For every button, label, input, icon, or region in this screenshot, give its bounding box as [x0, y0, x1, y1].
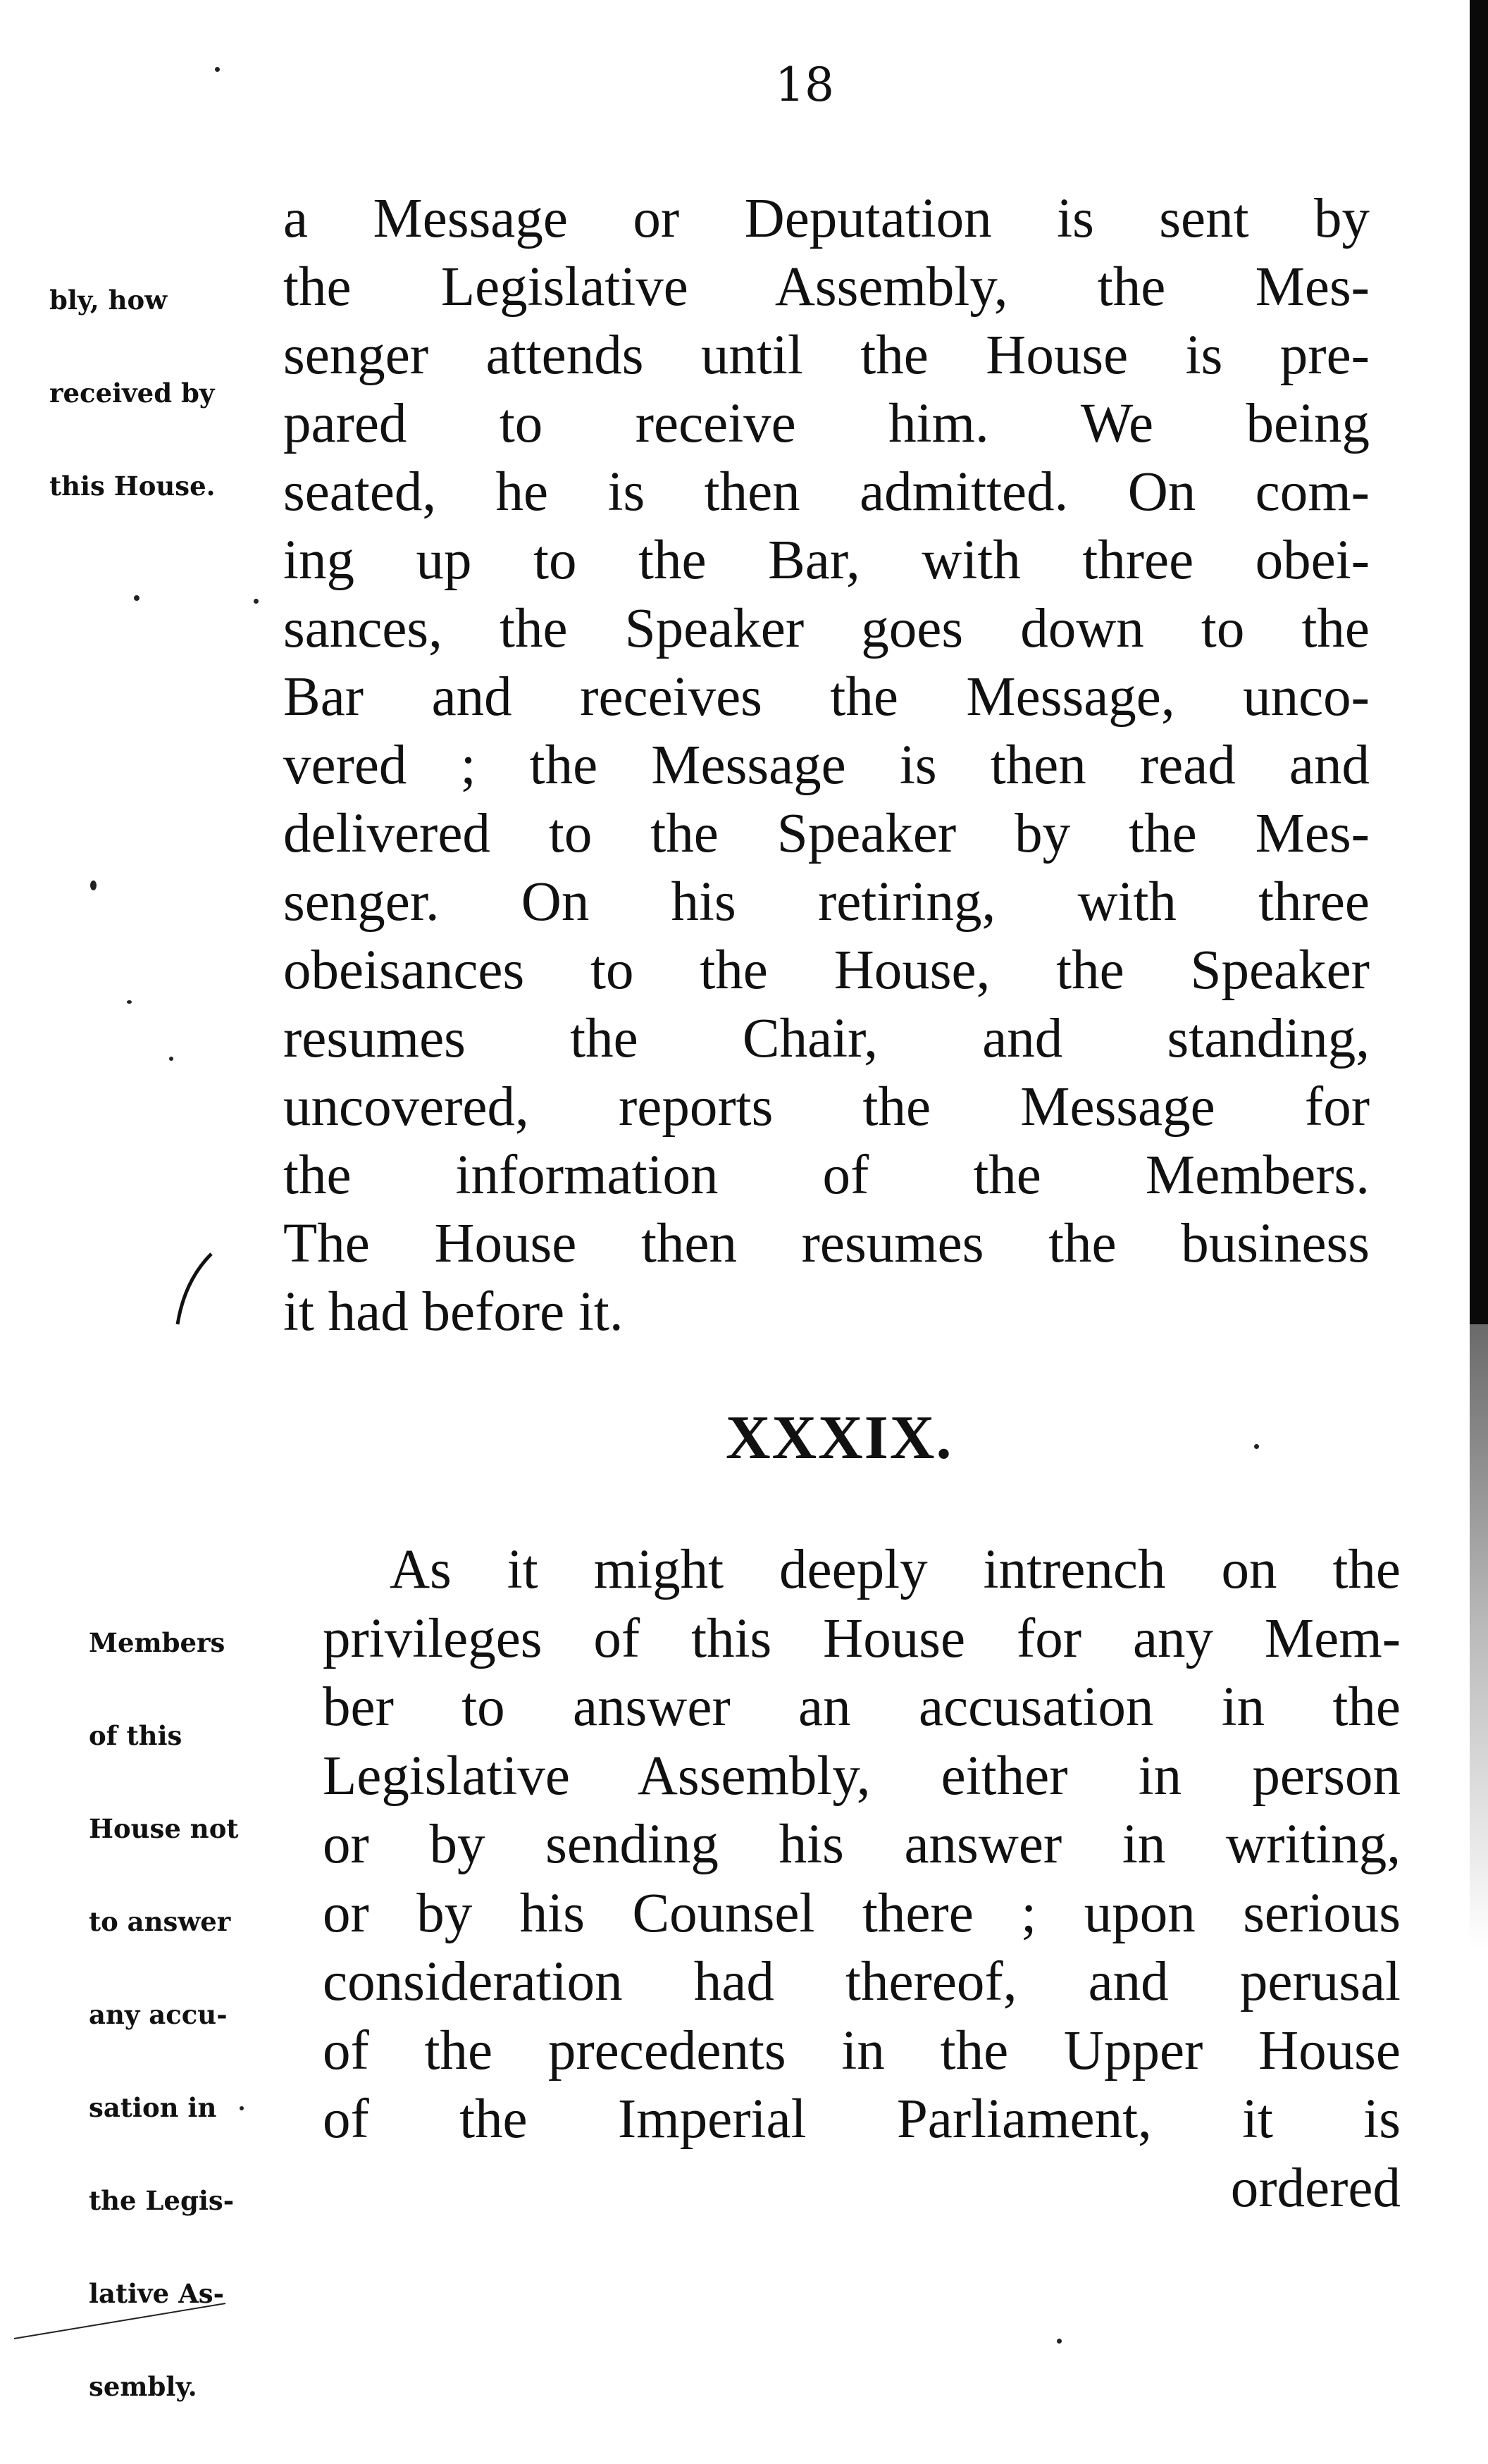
text-line: the information of the Members.: [283, 1145, 1370, 1206]
margin-note-line: of this: [89, 1720, 182, 1751]
margin-note-message-received: [49, 223, 216, 564]
binding-edge-fade: [1470, 1324, 1488, 2365]
text-line: Bar and receives the Message, unco-: [283, 666, 1370, 728]
section-heading: XXXIX.: [726, 1404, 953, 1472]
text-line: the Legislative Assembly, the Mes-: [283, 256, 1370, 318]
margin-note-line: Members: [89, 1627, 225, 1658]
text-line: Legislative Assembly, either in person: [323, 1745, 1401, 1807]
margin-note-line: bly, how: [49, 285, 168, 316]
catchword: ordered: [1230, 2157, 1401, 2219]
scan-speck: [254, 599, 259, 604]
text-line: of the precedents in the Upper House: [323, 2020, 1401, 2082]
margin-note-line: sembly.: [89, 2371, 197, 2402]
margin-note-line: received by: [49, 378, 215, 409]
text-line: The House then resumes the business: [283, 1213, 1370, 1274]
text-line: of the Imperial Parliament, it is: [323, 2089, 1401, 2150]
binding-edge: [1470, 0, 1488, 1324]
text-line: uncovered, reports the Message for: [283, 1076, 1370, 1138]
text-line: or by sending his answer in writing,: [323, 1814, 1401, 1875]
text-line: seated, he is then admitted. On com-: [283, 461, 1370, 523]
text-line: sances, the Speaker goes down to the: [283, 598, 1370, 659]
scan-speck: [1057, 2339, 1062, 2344]
margin-note-line: House not: [89, 1813, 239, 1844]
margin-note-line: sation in: [89, 2092, 217, 2123]
text-line: it had before it.: [283, 1281, 624, 1343]
scan-speck: [134, 595, 140, 601]
text-line: resumes the Chair, and standing,: [283, 1008, 1370, 1069]
text-line: or by his Counsel there ; upon serious: [323, 1882, 1401, 1944]
text-line: As it might deeply intrench on the: [390, 1539, 1401, 1600]
scan-speck: [240, 2106, 244, 2110]
margin-rule-mark: [14, 2289, 240, 2346]
text-line: senger attends until the House is pre-: [283, 325, 1370, 386]
text-line: obeisances to the House, the Speaker: [283, 940, 1370, 1001]
margin-note-line: the Legis-: [89, 2185, 235, 2216]
paragraph-accusation-rule: [323, 1536, 1401, 2222]
text-line: pared to receive him. We being: [283, 393, 1370, 454]
text-line: a Message or Deputation is sent by: [283, 188, 1370, 249]
margin-note-line: to answer: [89, 1906, 231, 1937]
scan-speck: [215, 67, 220, 72]
text-line: delivered to the Speaker by the Mes-: [283, 803, 1370, 864]
paragraph-message-procedure: [283, 185, 1370, 1346]
scan-speck: [90, 881, 97, 890]
text-line: ing up to the Bar, with three obei-: [283, 530, 1370, 591]
scan-speck: [169, 1057, 173, 1061]
text-line: senger. On his retiring, with three: [283, 871, 1370, 933]
margin-note-line: this House.: [49, 471, 216, 502]
text-line: consideration had thereof, and perusal: [323, 1951, 1401, 2012]
scan-speck: [1254, 1444, 1259, 1449]
text-line: ber to answer an accusation in the: [323, 1676, 1401, 1738]
page-number: 18: [775, 58, 834, 112]
text-line: vered ; the Message is then read and: [283, 735, 1370, 796]
margin-note-line: lative As-: [89, 2278, 224, 2309]
scan-speck: [127, 1000, 132, 1004]
pen-mark: [169, 1247, 218, 1331]
margin-note-line: any accu-: [89, 1999, 228, 2030]
text-line: privileges of this House for any Mem-: [323, 1607, 1401, 1669]
